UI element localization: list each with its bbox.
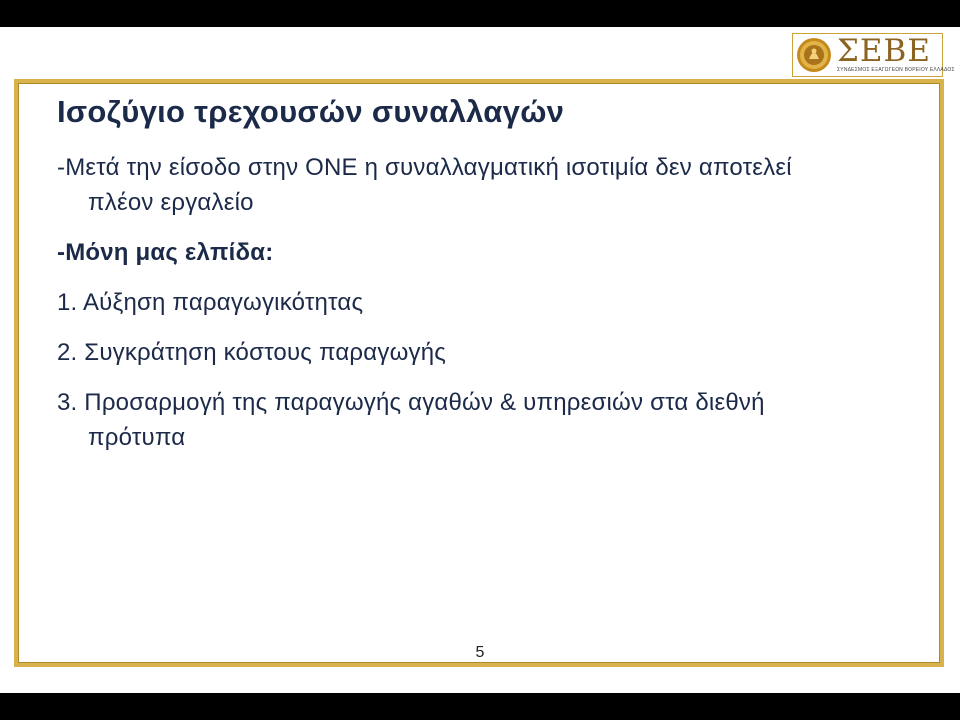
- seal-icon: [796, 37, 832, 73]
- logo-subtitle: ΣΥΝΔΕΣΜΟΣ ΕΞΑΓΩΓΕΩΝ ΒΟΡΕΙΟΥ ΕΛΛΑΔΟΣ: [837, 67, 955, 73]
- logo-text: ΣΕΒΕ: [837, 33, 931, 69]
- list-item-3: 3. Προσαρμογή της παραγωγής αγαθών & υπηρεσιών στα διεθνή πρότυπα: [57, 389, 765, 451]
- list-item-1: 1. Αύξηση παραγωγικότητας: [57, 289, 364, 316]
- slide-title: Ισοζύγιο τρεχουσών συναλλαγών: [57, 94, 565, 129]
- page-number: 5: [475, 644, 485, 661]
- list-item-2: 2. Συγκράτηση κόστους παραγωγής: [57, 339, 447, 366]
- paragraph-hope: -Μόνη μας ελπίδα:: [57, 239, 274, 266]
- slide-content: [57, 150, 857, 470]
- seve-logo: [792, 33, 955, 77]
- paragraph-intro: -Μετά την είσοδο στην ΟΝΕ η συναλλαγματική ισοτιμία δεν αποτελεί πλέον εργαλείο: [57, 154, 792, 216]
